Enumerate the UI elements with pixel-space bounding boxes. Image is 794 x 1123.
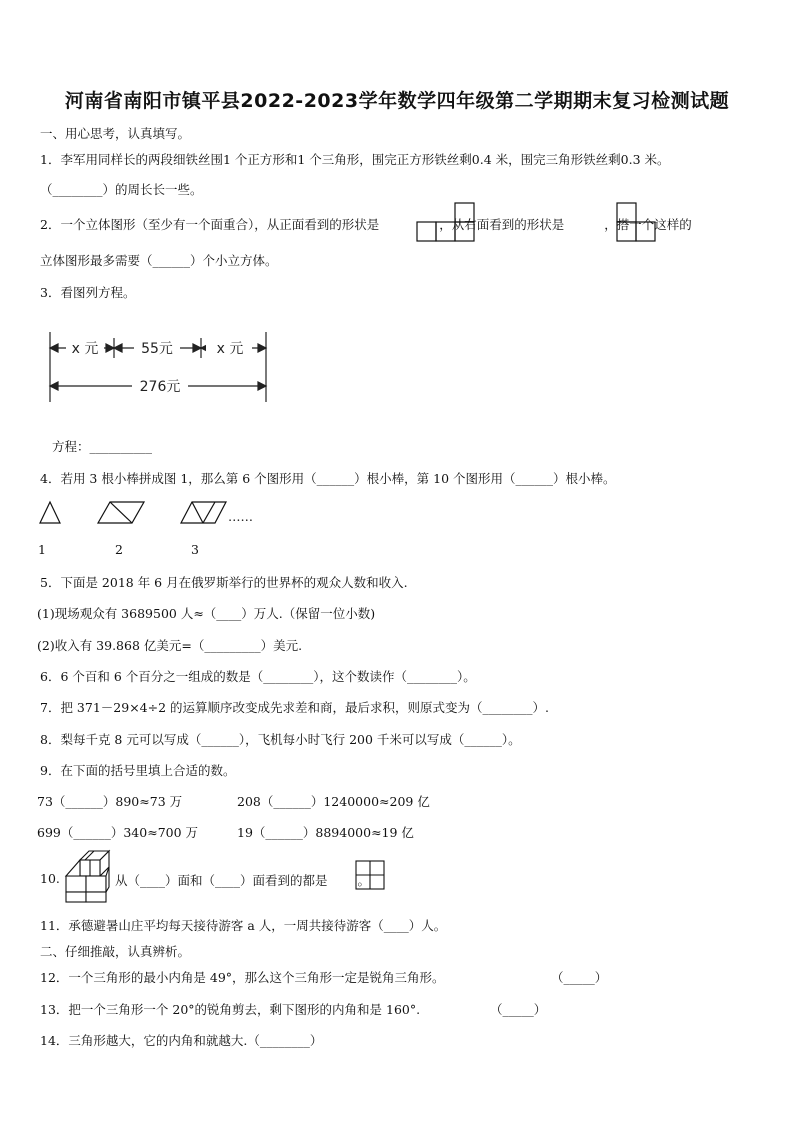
question-3-text: 3．看图列方程。 (40, 285, 136, 300)
question-12-text: 12．一个三角形的最小内角是 49°，那么这个三角形一定是锐角三角形。 (40, 970, 445, 985)
segment-label-middle: 55元 (141, 341, 173, 357)
question-3-equation: 方程：__________ (52, 439, 153, 454)
question-11: 11．承德避暑山庄平均每天接待游客 a 人，一周共接待游客（____）人。 (40, 918, 447, 933)
question-10-text (115, 871, 370, 889)
question-5-sub-1: (1)现场观众有 3689500 人≈（____）万人.（保留一位小数) (37, 606, 376, 621)
question-9-item-3: 699（______）340≈700 万 (37, 825, 199, 840)
question-2-text-a: 2．一个立体图形（至少有一个面重合），从正面看到的形状是 (40, 217, 380, 232)
question-9-item-4: 19（______）8894000≈19 亿 (237, 825, 414, 840)
figure-label-3: 3 (191, 542, 199, 557)
figure-label-1: 1 (38, 542, 46, 557)
question-13-text: 13．把一个三角形一个 20°的锐角剪去，剩下图形的内角和是 160°. (40, 1002, 421, 1017)
question-6: 6．6 个百和 6 个百分之一组成的数是（________），这个数读作（________）。 (40, 669, 476, 684)
question-14: 14．三角形越大，它的内角和就越大.（________） (40, 1033, 323, 1048)
two-by-two-square-figure (355, 860, 387, 892)
segment-label-right: x 元 (216, 341, 244, 357)
question-10-number: 10. (40, 871, 60, 886)
question-5-sub-2: (2)收入有 39.868 亿美元=（_________）美元. (37, 638, 303, 653)
question-9-text: 9．在下面的括号里填上合适的数。 (40, 763, 236, 778)
question-12-blank: （_____） (551, 970, 608, 985)
question-10-text-a: 从（____）面和（____）面看到的都是 (115, 873, 328, 888)
question-10-text-b: 。 (357, 873, 371, 888)
question-1-line-1: 1．李军用同样长的两段细铁丝围1 个正方形和1 个三角形，围完正方形铁丝剩0.4 米，围完三角形铁丝剩0.3 米。 (40, 152, 670, 167)
question-7: 7．把 371－29×4÷2 的运算顺序改变成先求差和商，最后求积，则原式变为（________）. (40, 700, 549, 715)
question-4-text: 4．若用 3 根小棒拼成图 1，那么第 6 个图形用（______）根小棒，第 10 个图形用（______）根小棒。 (40, 471, 616, 486)
pattern-ellipsis: …… (228, 509, 253, 524)
section-2-heading: 二、仔细推敲，认真辨析。 (40, 944, 191, 959)
question-2-text-c: ，搭一个这样的 (604, 217, 692, 232)
question-2-text-b: ，从右面看到的形状是 (439, 217, 565, 232)
question-1-line-2: （________）的周长长一些。 (40, 182, 203, 197)
question-2-line-1 (40, 215, 692, 233)
question-13-blank: （_____） (490, 1002, 547, 1017)
question-5-text: 5．下面是 2018 年 6 月在俄罗斯举行的世界杯的观众人数和收入. (40, 575, 408, 590)
question-2-line-2: 立体图形最多需要（______）个小立方体。 (40, 253, 278, 268)
question-8: 8．梨每千克 8 元可以写成（______），飞机每小时飞行 200 千米可以写成（______）。 (40, 732, 521, 747)
question-9-item-2: 208（______）1240000≈209 亿 (237, 794, 430, 809)
line-segment-diagram (48, 330, 270, 404)
front-view-figure (416, 202, 476, 242)
cube-stack-figure (64, 848, 116, 904)
page-title: 河南省南阳市镇平县2022-2023学年数学四年级第二学期期末复习检测试题 (64, 90, 730, 112)
question-9-item-1: 73（______）890≈73 万 (37, 794, 183, 809)
right-view-figure (616, 202, 658, 242)
segment-total-label: 276元 (139, 379, 181, 395)
figure-label-2: 2 (115, 542, 123, 557)
segment-label-left: x 元 (71, 341, 99, 357)
matchstick-figures (38, 500, 238, 526)
section-1-heading: 一、用心思考，认真填写。 (40, 126, 191, 141)
